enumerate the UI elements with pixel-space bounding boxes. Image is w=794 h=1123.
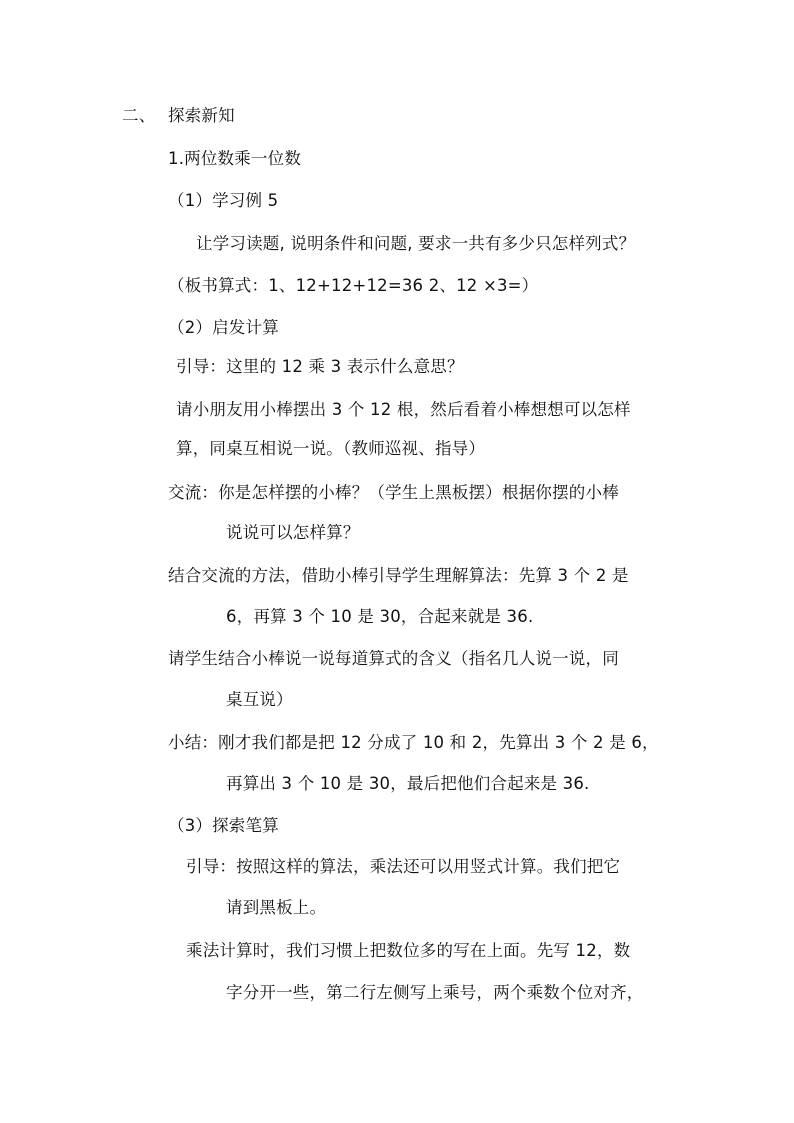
section-number: 二、	[122, 106, 156, 125]
summary-paragraph-line1: 小结：刚才我们都是把 12 分成了 10 和 2，先算出 3 个 2 是 6，	[168, 733, 659, 752]
section-title: 探索新知	[168, 106, 235, 125]
sticks-paragraph-line2: 算，同桌互相说一说。（教师巡视、指导）	[176, 439, 486, 458]
combine-paragraph-line2: 6，再算 3 个 10 是 30，合起来就是 36.	[226, 607, 534, 626]
exchange-paragraph-line1: 交流：你是怎样摆的小棒？（学生上黑板摆）根据你摆的小棒	[168, 483, 619, 502]
meaning-paragraph-line2: 桌互说）	[226, 690, 293, 709]
combine-paragraph-line1: 结合交流的方法，借助小棒引导学生理解算法：先算 3 个 2 是	[168, 566, 629, 585]
step3-heading: （3）探索笔算	[168, 816, 279, 835]
sticks-paragraph-line1: 请小朋友用小棒摆出 3 个 12 根，然后看着小棒想想可以怎样	[176, 400, 631, 419]
step2-heading: （2）启发计算	[168, 318, 279, 337]
summary-paragraph-line2: 再算出 3 个 10 是 30，最后把他们合起来是 36.	[226, 774, 590, 793]
step1-heading: （1）学习例 5	[168, 191, 279, 210]
guide2-paragraph-line2: 请到黑板上。	[226, 898, 327, 917]
subsection-title: 1.两位数乘一位数	[168, 149, 302, 168]
multiplication-paragraph-line2: 字分开一些，第二行左侧写上乘号，两个乘数个位对齐，	[226, 983, 644, 1002]
step1-description: 让学习读题, 说明条件和问题, 要求一共有多少只怎样列式？	[196, 234, 636, 253]
guide2-paragraph-line1: 引导：按照这样的算法，乘法还可以用竖式计算。我们把它	[186, 857, 621, 876]
exchange-paragraph-line2: 说说可以怎样算？	[226, 523, 360, 542]
multiplication-paragraph-line1: 乘法计算时，我们习惯上把数位多的写在上面。先写 12，数	[186, 941, 631, 960]
meaning-paragraph-line1: 请学生结合小棒说一说每道算式的含义（指名几人说一说，同	[168, 649, 619, 668]
board-note: （板书算式：1、12+12+12=36 2、12 ×3=）	[168, 276, 539, 295]
guide-paragraph: 引导：这里的 12 乘 3 表示什么意思？	[176, 357, 464, 376]
